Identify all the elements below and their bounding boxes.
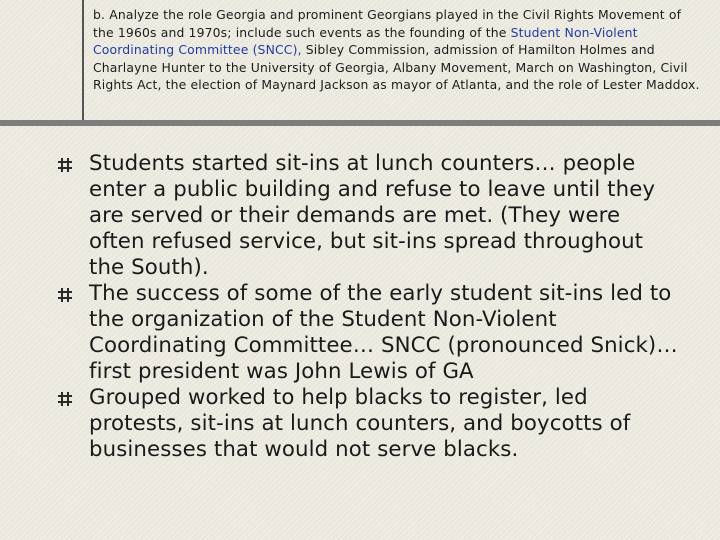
left-vertical-rule bbox=[82, 0, 84, 124]
bullet-item bbox=[0, 385, 679, 463]
bullet-text: Students started sit-ins at lunch counters… people enter a public building and refuse to leave until they are served or their demands are met. (They were often refused service, but sit-ins spread throughout the South). bbox=[89, 151, 656, 280]
header-divider-bar bbox=[0, 120, 720, 126]
bullet-text: Grouped worked to help blacks to register, led protests, sit-ins at lunch counters, and boycotts of businesses that would not serve blacks. bbox=[89, 385, 631, 462]
standard-text-before: b. Analyze the role Georgia and prominent Georgians played in the Civil Rights Movement of the 1960s and 1970s; include such events as the founding of the bbox=[93, 7, 682, 40]
hash-bullet-icon bbox=[57, 287, 73, 303]
hash-bullet-icon bbox=[57, 157, 73, 173]
hash-bullet-icon bbox=[57, 391, 73, 407]
bullet-text: The success of some of the early student sit-ins led to the organization of the Student Non-Violent Coordinating Committee… SNCC (pronounced Snick)… first president was John Lewis of GA bbox=[89, 281, 678, 384]
bullet-item bbox=[0, 151, 679, 281]
bullet-item bbox=[0, 281, 679, 385]
standard-highlight-sncc: Student Non-Violent Coordinating Committee (SNCC), bbox=[93, 24, 638, 58]
standard-text-after: Sibley Commission, admission of Hamilton Holmes and Charlayne Hunter to the University of Georgia, Albany Movement, March on Washington, Civil Rights Act, the election of Maynard Jackson as mayor of Atlanta, and the role of Lester Maddox. bbox=[93, 42, 700, 93]
standard-text bbox=[93, 6, 703, 94]
bullet-list bbox=[0, 151, 720, 463]
